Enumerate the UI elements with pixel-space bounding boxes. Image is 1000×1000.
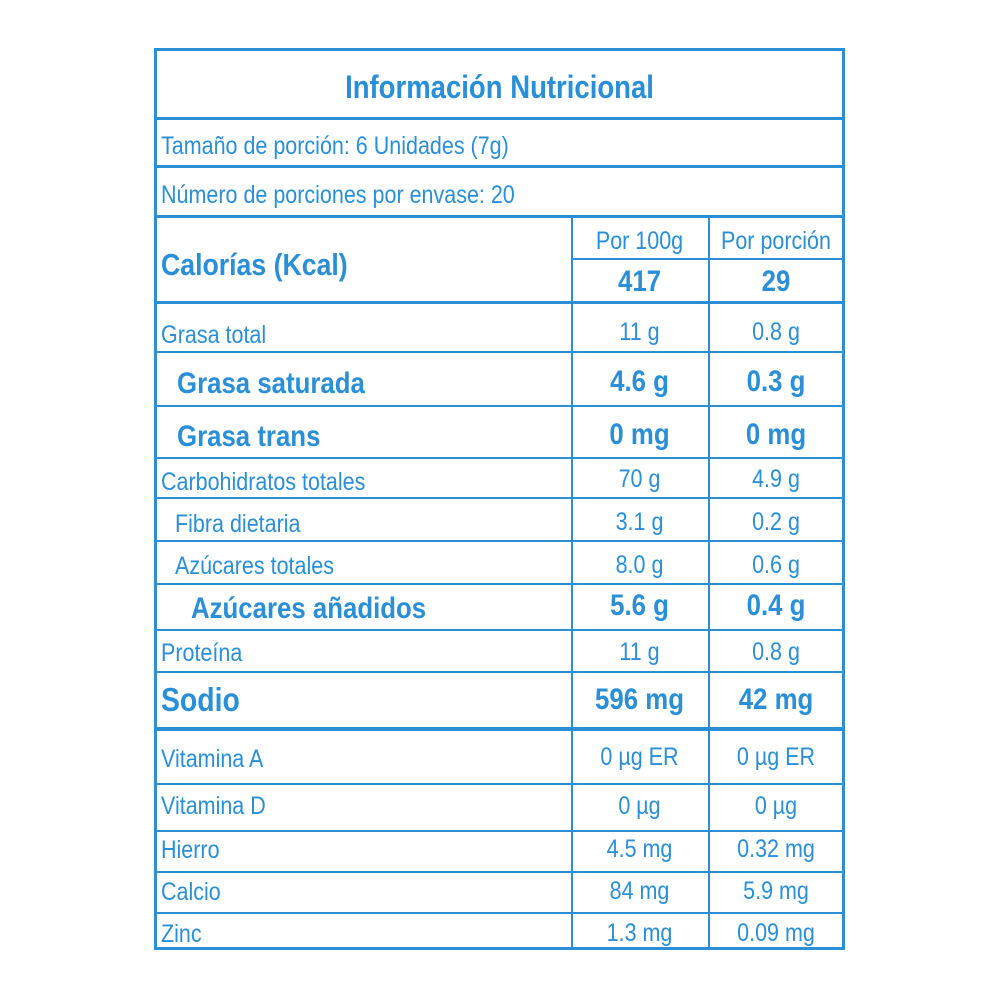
nutrient-label: Grasa total xyxy=(161,321,267,349)
nutrient-per100g: 3.1 g xyxy=(615,508,664,536)
row-divider xyxy=(157,351,842,353)
nutrient-label: Vitamina D xyxy=(161,792,266,820)
nutrient-label: Hierro xyxy=(161,836,220,864)
nutrient-per-serving: 0.8 g xyxy=(752,318,800,346)
nutrient-per-serving: 42 mg xyxy=(738,683,814,716)
nutrient-label: Grasa trans xyxy=(177,420,321,453)
divider xyxy=(157,301,842,304)
nutrient-per100g: 0 µg xyxy=(618,792,661,820)
row-divider xyxy=(157,583,842,585)
row-divider xyxy=(157,671,842,673)
nutrition-facts-label xyxy=(154,48,845,950)
nutrient-per100g: 70 g xyxy=(618,465,661,493)
divider xyxy=(157,165,842,168)
nutrient-per-serving: 4.9 g xyxy=(752,465,800,493)
nutrient-per100g: 4.5 mg xyxy=(606,835,673,863)
nutrient-per100g: 596 mg xyxy=(595,683,684,716)
calories-per-serving: 29 xyxy=(761,265,791,298)
serving-size: Tamaño de porción: 6 Unidades (7g) xyxy=(161,132,509,160)
nutrient-label: Carbohidratos totales xyxy=(161,468,366,496)
section-divider xyxy=(157,727,842,731)
row-divider xyxy=(157,457,842,459)
row-divider xyxy=(157,783,842,785)
nutrient-per-serving: 0 µg ER xyxy=(736,743,816,771)
nutrient-label: Azúcares totales xyxy=(175,552,334,580)
row-divider xyxy=(157,540,842,542)
label-title: Información Nutricional xyxy=(345,69,654,105)
nutrient-per100g: 5.6 g xyxy=(610,589,669,622)
nutrient-label: Zinc xyxy=(161,920,202,948)
row-divider xyxy=(157,629,842,631)
divider xyxy=(157,117,842,120)
nutrient-per100g: 0 µg ER xyxy=(600,743,679,771)
nutrient-per-serving: 0.32 mg xyxy=(737,835,815,863)
nutrient-per-serving: 0 mg xyxy=(745,418,807,451)
calories-per100g: 417 xyxy=(617,265,662,298)
row-divider xyxy=(157,830,842,832)
column-header-per-serving: Por porción xyxy=(721,227,831,255)
nutrient-per100g: 1.3 mg xyxy=(606,919,673,947)
nutrient-per-serving: 0 µg xyxy=(754,792,798,820)
nutrient-label: Vitamina A xyxy=(161,745,264,773)
nutrient-label: Azúcares añadidos xyxy=(191,592,427,625)
nutrient-label: Proteína xyxy=(161,639,243,667)
nutrient-label: Sodio xyxy=(161,681,240,718)
row-divider xyxy=(157,405,842,407)
row-divider xyxy=(157,497,842,499)
nutrient-per-serving: 0.6 g xyxy=(752,551,800,579)
nutrient-label: Calcio xyxy=(161,878,221,906)
nutrient-label: Grasa saturada xyxy=(177,367,365,400)
nutrient-per100g: 11 g xyxy=(619,638,660,666)
nutrient-per-serving: 5.9 mg xyxy=(743,877,809,905)
column-header-per100g: Por 100g xyxy=(595,227,684,255)
nutrient-per-serving: 0.2 g xyxy=(752,508,800,536)
nutrient-per100g: 84 mg xyxy=(609,877,670,905)
nutrient-label: Fibra dietaria xyxy=(175,510,301,538)
nutrient-per100g: 0 mg xyxy=(609,418,670,451)
nutrient-per-serving: 0.4 g xyxy=(746,589,806,622)
calories-label: Calorías (Kcal) xyxy=(161,247,348,282)
nutrient-per100g: 11 g xyxy=(619,318,660,346)
servings-per-container: Número de porciones por envase: 20 xyxy=(161,181,515,209)
row-divider xyxy=(157,912,842,914)
nutrient-per100g: 8.0 g xyxy=(615,551,664,579)
nutrient-per-serving: 0.8 g xyxy=(752,638,800,666)
divider xyxy=(157,215,842,218)
nutrient-per100g: 4.6 g xyxy=(610,365,669,398)
nutrient-per-serving: 0.09 mg xyxy=(737,919,815,947)
nutrient-per-serving: 0.3 g xyxy=(746,365,806,398)
row-divider xyxy=(157,871,842,873)
